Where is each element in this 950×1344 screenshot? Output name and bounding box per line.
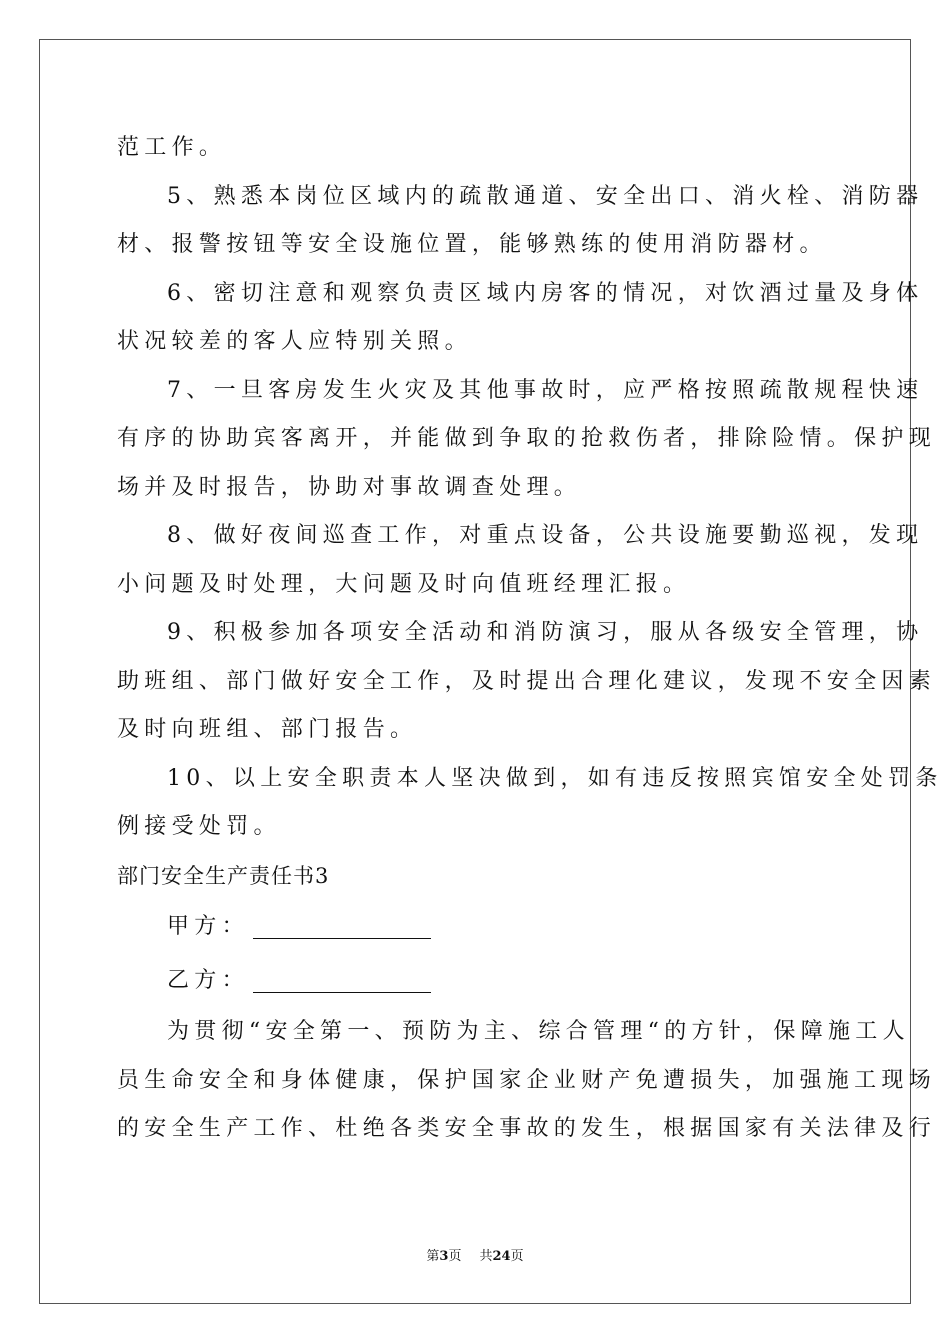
- text-line: 7、一旦客房发生火灾及其他事故时，应严格按照疏散规程快速: [167, 377, 924, 403]
- text-line: 助班组、部门做好安全工作，及时提出合理化建议，发现不安全因素: [117, 668, 937, 694]
- text-line: 的安全生产工作、杜绝各类安全事故的发生，根据国家有关法律及行: [117, 1116, 937, 1141]
- document-body: [117, 124, 943, 1154]
- text-line: 及时向班组、部门报告。: [117, 717, 418, 742]
- text-line: 范工作。: [117, 135, 227, 160]
- text-line: 10、以上安全职责本人坚决做到，如有违反按照宾馆安全处罚条: [167, 765, 943, 791]
- text-line: 有序的协助宾客离开，并能做到争取的抢救伤者，排除险情。保护现: [117, 426, 937, 451]
- text-line: 场并及时报告，协助对事故调查处理。: [117, 474, 582, 500]
- text-line: 材、报警按钮等安全设施位置，能够熟练的使用消防器材。: [117, 232, 827, 257]
- footer-page-suffix: 页: [448, 1249, 462, 1264]
- text-line: 6、密切注意和观察负责区域内房客的情况，对饮酒过量及身体: [167, 280, 924, 306]
- text-line: 小问题及时处理，大问题及时向值班经理汇报。: [117, 571, 691, 597]
- text-line: 例接受处罚。: [117, 814, 281, 839]
- party-b-field: [117, 954, 835, 1008]
- footer-page-number: 3: [439, 1249, 449, 1264]
- party-a-blank[interactable]: [253, 920, 431, 939]
- page-footer: [0, 1245, 950, 1264]
- party-b-label: 乙方：: [167, 968, 249, 993]
- footer-total-prefix: 共: [479, 1249, 493, 1264]
- text-line: 9、积极参加各项安全活动和消防演习，服从各级安全管理，协: [167, 620, 924, 645]
- text-line: 8、做好夜间巡查工作，对重点设备，公共设施要勤巡视，发现: [167, 523, 924, 548]
- section-title: 部门安全生产责任书3: [117, 863, 330, 888]
- closing-paragraph: [117, 1008, 937, 1154]
- footer-total-suffix: 页: [510, 1249, 524, 1264]
- footer-page-prefix: 第: [426, 1249, 440, 1264]
- party-a-label: 甲方：: [167, 914, 249, 939]
- text-line: 状况较差的客人应特别关照。: [117, 329, 472, 354]
- text-line: 为贯彻“安全第一、预防为主、综合管理“的方针，保障施工人: [167, 1019, 910, 1044]
- paragraph-lines: [117, 124, 943, 852]
- party-a-field: [117, 900, 835, 954]
- footer-total-pages: 24: [492, 1249, 511, 1264]
- party-b-blank[interactable]: [253, 974, 431, 993]
- text-line: 员生命安全和身体健康，保护国家企业财产免遭损失，加强施工现场: [117, 1067, 937, 1093]
- text-line: 5、熟悉本岗位区域内的疏散通道、安全出口、消火栓、消防器: [167, 183, 924, 209]
